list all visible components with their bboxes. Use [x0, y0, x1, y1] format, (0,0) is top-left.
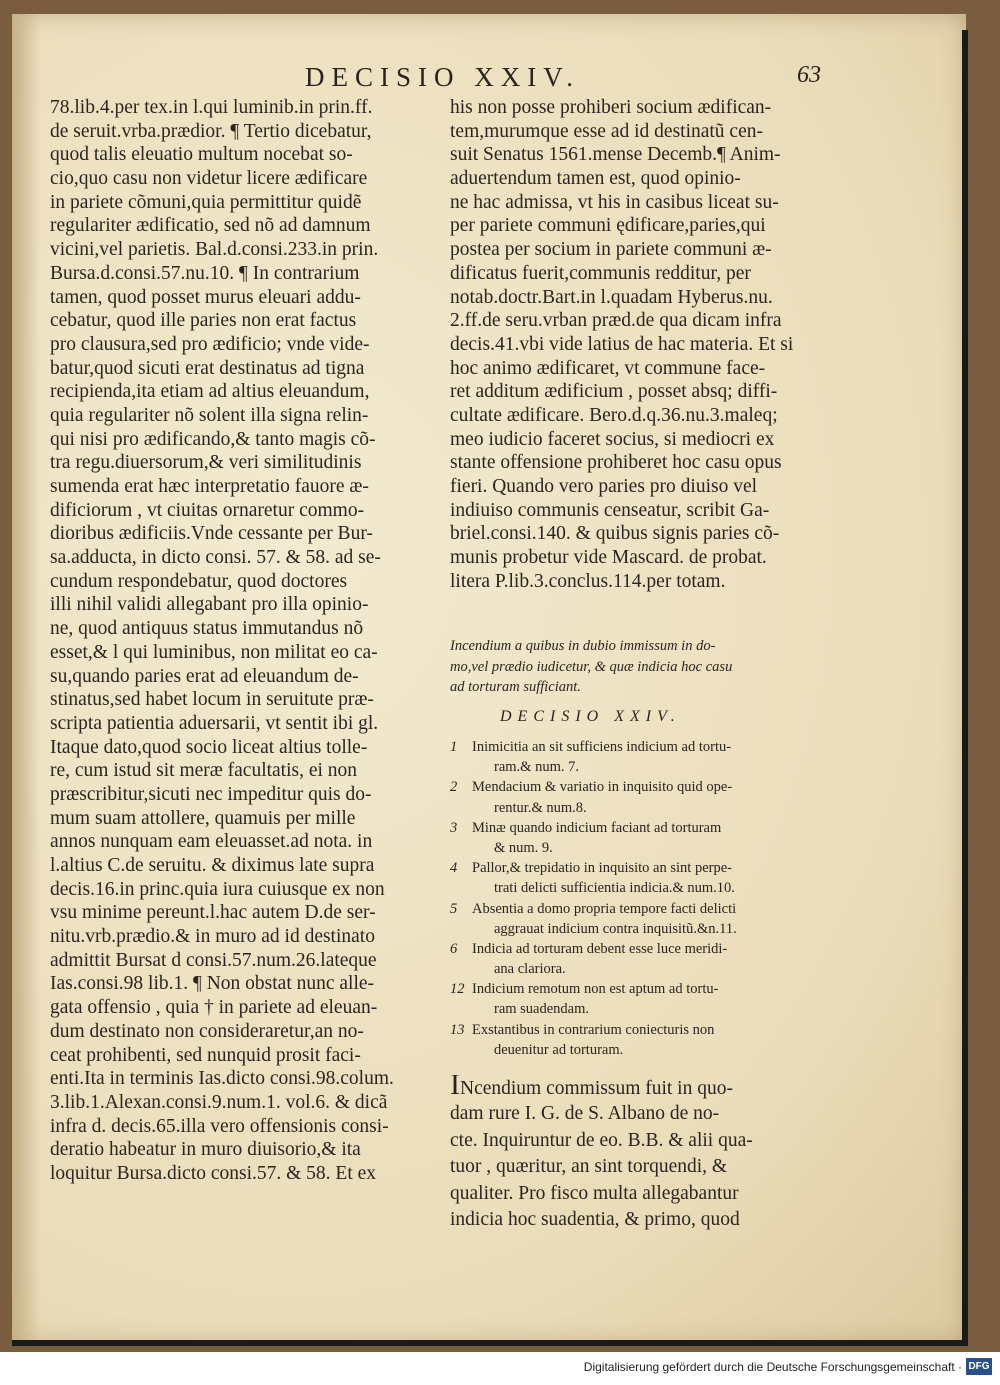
index-entry-line	[450, 878, 820, 898]
text-line: batur,quod sicuti erat destinatus ad tigna	[50, 357, 365, 379]
text-line: fieri. Quando vero paries pro diuiso vel	[450, 476, 758, 497]
index-entry-line	[450, 777, 820, 797]
index-entry-text: Mendacium & variatio in inquisito quid ope-	[472, 779, 733, 796]
text-line: Itaque dato,quod socio liceat altius tolle-	[50, 736, 368, 758]
text-line: indiuiso communis censeatur, scribit Ga-	[450, 499, 770, 521]
text-line: illi nihil validi allegabant pro illa opinio-	[50, 594, 369, 616]
text-line: Bursa.d.consi.57.nu.10. ¶ In contrarium	[50, 262, 360, 284]
index-entry-line	[450, 979, 820, 999]
index-entry-number: 4	[450, 860, 458, 877]
text-line: hoc animo ædificaret, vt commune face-	[450, 357, 766, 379]
drop-capital: I	[450, 1075, 460, 1101]
text-line: re, cum istud sit meræ facultatis, ei non	[50, 760, 358, 782]
text-line: aduertendum tamen est, quod opinio-	[450, 168, 741, 190]
text-line: suit Senatus 1561.mense Decemb.¶ Anim-	[450, 144, 781, 166]
index-entry-text: Minæ quando indicium faciant ad torturam	[472, 819, 722, 836]
text-line: dam rure I. G. de S. Albano de no-	[450, 1103, 720, 1125]
text-line: 3.lib.1.Alexan.consi.9.num.1. vol.6. & dicã	[50, 1091, 388, 1113]
text-line: sumenda erat hæc interpretatio fauore æ-	[50, 476, 369, 497]
index-entry-line	[450, 858, 820, 878]
text-line: decis.41.vbi vide latius de hac materia. Et si	[450, 333, 794, 355]
footer-credit: Digitalisierung gefördert durch die Deutsche Forschungsgemeinschaft ·	[583, 1360, 962, 1374]
decision-summary	[450, 636, 820, 698]
text-line: pro clausura,sed pro ædificio; vnde vide-	[50, 333, 370, 355]
text-line: in pariete cõmuni,quia permittitur quidẽ	[50, 191, 362, 213]
text-line: infra d. decis.65.illa vero offensionis consi-	[50, 1115, 389, 1137]
index-entry-text: trati delicti sufficientia indicia.& num.10.	[494, 880, 735, 897]
text-line: per pariete communi ędificare,paries,qui	[450, 215, 766, 237]
text-line: stinatus,sed habet locum in seruitute præ-	[50, 689, 374, 711]
text-line: loquitur Bursa.dicto consi.57. & 58. Et ex	[50, 1162, 377, 1184]
text-line: mum suam attollere, quamuis per mille	[50, 807, 356, 829]
body-first-line	[450, 1075, 820, 1101]
text-line: stante offensione prohiberet hoc casu opus	[450, 452, 782, 474]
text-line: tamen, quod posset murus eleuari addu-	[50, 286, 361, 308]
index-entry-number: 2	[450, 779, 458, 796]
index-entry-text: Absentia a domo propria tempore facti delicti	[472, 900, 737, 917]
index-entry-number: 3	[450, 819, 458, 836]
decision-index	[450, 737, 820, 1060]
page-edge-right	[962, 30, 968, 1340]
decision-heading: DECISIO XXIV.	[500, 708, 681, 725]
text-line: notab.doctr.Bart.in l.quadam Hyberus.nu.	[450, 286, 773, 308]
text-line: de seruit.vrba.prædior. ¶ Tertio dicebatur,	[50, 120, 372, 142]
summary-line: ad torturam sufficiant.	[450, 679, 581, 695]
text-line: dioribus ædificiis.Vnde cessante per Bur-	[50, 523, 373, 545]
index-entry-text: Pallor,& trepidatio in inquisito an sint perpe-	[472, 860, 732, 877]
text-line: recipienda,ita etiam ad altius eleuandum,	[50, 381, 370, 403]
text-line: postea per socium in pariete communi æ-	[450, 239, 772, 261]
index-entry-line	[450, 999, 820, 1019]
text-line: cebatur, quod ille paries non erat factus	[50, 310, 357, 332]
summary-line: mo,vel prædio iudicetur, & quæ indicia hoc casu	[450, 658, 733, 675]
text-line: tra regu.diuersorum,& veri similitudinis	[50, 452, 362, 474]
text-line: esset,& l qui luminibus, non militat eo ca-	[50, 641, 378, 663]
index-entry-number: 1	[450, 739, 458, 755]
page-number: 63	[797, 62, 821, 88]
text-line: decis.16.in princ.quia iura cuiusque ex non	[50, 878, 385, 900]
text-line: munis probetur vide Mascard. de probat.	[450, 547, 767, 569]
text-line: ne, quod antiquus status immutandus nõ	[50, 618, 364, 640]
text-line: Ias.consi.98 lib.1. ¶ Non obstat nunc alle-	[50, 973, 375, 995]
text-line: nitu.vrb.prædio.& in muro ad id destinato	[50, 926, 375, 948]
text-line: annos nunquam eam eleuasset.ad nota. in	[50, 831, 373, 853]
index-entry-number: 13	[450, 1021, 465, 1038]
index-entry-text: Exstantibus in contrarium coniecturis non	[472, 1021, 715, 1038]
index-entry-text: ram.& num. 7.	[494, 759, 579, 776]
index-entry-line	[450, 1040, 820, 1060]
text-line: indicia hoc suadentia, & primo, quod	[450, 1208, 740, 1230]
text-line: cte. Inquiruntur de eo. B.B. & alii qua-	[450, 1129, 753, 1151]
digitization-footer	[0, 1352, 1000, 1385]
text-line: briel.consi.140. & quibus signis paries cõ-	[450, 523, 780, 545]
text-line: vicini,vel parietis. Bal.d.consi.233.in prin.	[50, 239, 379, 261]
decision-body	[450, 1075, 820, 1233]
text-line: cundum respondebatur, quod doctores	[50, 570, 348, 592]
text-line: his non posse prohiberi socium ædifican-	[450, 97, 772, 118]
index-entry-line	[450, 1020, 820, 1040]
text-line: 2.ff.de seru.vrban præd.de qua dicam infra	[450, 310, 782, 332]
text-line: sa.adducta, in dicto consi. 57. & 58. ad se-	[50, 547, 381, 569]
text-line: cio,quo casu non videtur licere ædificare	[50, 168, 368, 190]
text-line: meo iudicio faceret socius, si mediocri ex	[450, 428, 775, 450]
text-line: 78.lib.4.per tex.in l.qui luminib.in prin.ff.	[50, 97, 373, 118]
index-entry-line	[450, 757, 820, 777]
index-entry-text: & num. 9.	[494, 839, 553, 856]
summary-line: Incendium a quibus in dubio immissum in do-	[450, 638, 716, 654]
text-line: qualiter. Pro fisco multa allegabantur	[450, 1182, 739, 1204]
text-line: ceat prohibenti, sed nunquid prosit faci-	[50, 1044, 361, 1066]
index-entry-text: rentur.& num.8.	[494, 799, 587, 816]
body-lines	[450, 1101, 820, 1233]
text-line: admittit Bursat d consi.57.num.26.lateque	[50, 949, 377, 971]
text-line: dificiorum , vt ciuitas ornaretur commo-	[50, 499, 365, 521]
dfg-logo: DFG	[966, 1358, 992, 1375]
index-entry-text: Indicium remotum non est aptum ad tortu-	[472, 981, 719, 998]
index-entry-line	[450, 818, 820, 838]
page-edge-bottom	[12, 1340, 968, 1346]
text-line: litera P.lib.3.conclus.114.per totam.	[450, 570, 726, 592]
index-entry-line	[450, 838, 820, 858]
text-line: tuor , quæritur, an sint torquendi, &	[450, 1156, 728, 1178]
index-entry-text: ana clariora.	[494, 961, 566, 978]
index-entry-line	[450, 899, 820, 919]
text-line: deratio habeatur in muro diuisorio,& ita	[50, 1139, 361, 1161]
text-line: cultate ædificare. Bero.d.q.36.nu.3.maleq;	[450, 404, 778, 426]
text-line: tem,murumque esse ad id destinatũ cen-	[450, 120, 763, 142]
text-line: vsu minime pereunt.l.hac autem D.de ser-	[50, 902, 376, 924]
text-line: quod talis eleuatio multum nocebat so-	[50, 144, 353, 166]
index-entry-text: Indicia ad torturam debent esse luce meridi-	[472, 940, 728, 957]
index-entry-number: 5	[450, 900, 458, 917]
index-entry-number: 12	[450, 981, 465, 998]
index-entry-line	[450, 798, 820, 818]
right-text-column	[450, 96, 820, 593]
index-entry-line	[450, 737, 820, 757]
index-entry-line	[450, 959, 820, 979]
first-line-text: Ncendium commissum fuit in quo-	[460, 1078, 733, 1099]
text-line: dificatus fuerit,communis redditur, per	[450, 262, 751, 284]
text-line: gata offensio , quia † in pariete ad eleuan-	[50, 997, 378, 1019]
text-line: dum destinato non consideraretur,an no-	[50, 1020, 364, 1042]
text-line: ne hac admissa, vt his in casibus liceat su-	[450, 191, 779, 213]
text-line: quia regulariter nõ solent illa signa relin-	[50, 404, 369, 426]
text-line: ret additum ædificium , posset absq; diffi-	[450, 381, 778, 403]
text-line: præscribitur,sicuti nec impeditur quis do-	[50, 783, 372, 805]
text-line: su,quando paries erat ad eleuandum de-	[50, 665, 359, 687]
running-title: DECISIO XXIV.	[305, 62, 581, 92]
index-entry-line	[450, 939, 820, 959]
text-line: regulariter ædificatio, sed nõ ad damnum	[50, 215, 371, 237]
index-entry-text: Inimicitia an sit sufficiens indicium ad tortu-	[472, 739, 732, 755]
text-line: l.altius C.de seruitu. & diximus late supra	[50, 855, 375, 876]
index-entry-number: 6	[450, 940, 458, 957]
left-text-column	[50, 96, 420, 1186]
index-entry-line	[450, 919, 820, 939]
index-entry-text: deuenitur ad torturam.	[494, 1041, 624, 1058]
text-line: scripta patientia aduersarii, vt sentit ibi gl.	[50, 712, 379, 734]
text-line: qui nisi pro ædificando,& tanto magis cõ-	[50, 428, 376, 450]
index-entry-text: ram suadendam.	[494, 1001, 590, 1018]
text-line: enti.Ita in terminis Ias.dicto consi.98.colum.	[50, 1068, 394, 1090]
index-entry-text: aggrauat indicium contra inquisitũ.&n.11.	[494, 920, 737, 937]
page-spine-shadow	[12, 14, 40, 1344]
